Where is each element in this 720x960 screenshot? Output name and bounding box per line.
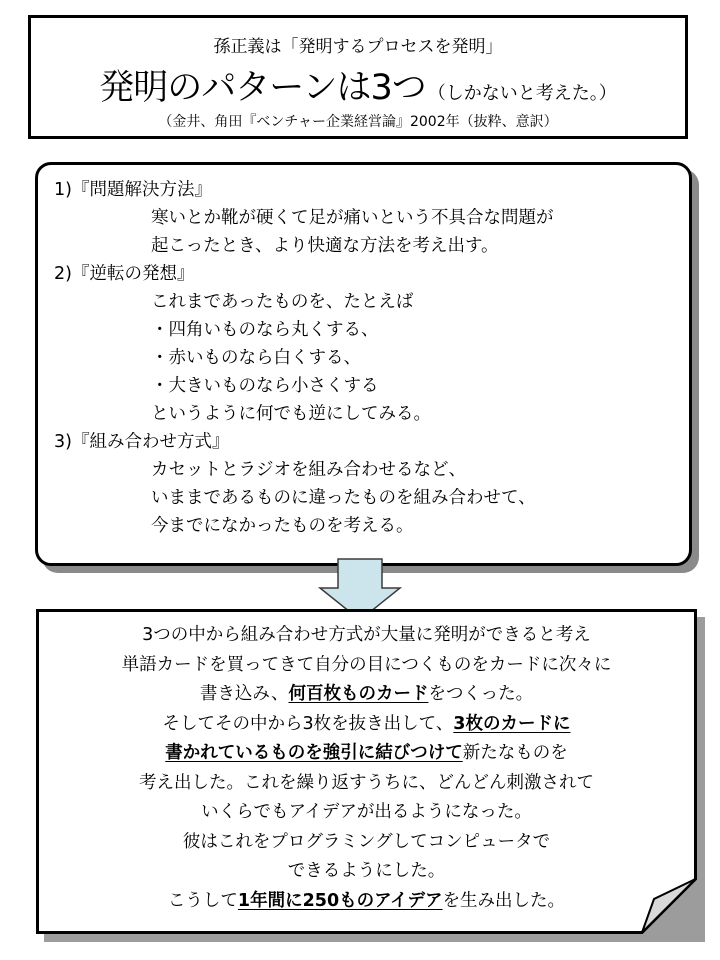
pattern-1-line: 起こったとき、より快適な方法を考え出す。 [151, 236, 499, 256]
emphasis-text: 何百枚ものカード [288, 684, 429, 704]
emphasis-text: 書かれているものを強引に結びつけて [165, 743, 463, 763]
pattern-1-heading: 1)『問題解決方法』 [54, 180, 212, 200]
summary-box [36, 609, 697, 934]
pattern-2-line: ・赤いものなら白くする、 [151, 348, 361, 368]
emphasis-text: 1年間に250ものアイデア [237, 890, 443, 911]
summary-line: こうして1年間に250ものアイデアを生み出した。 [167, 890, 566, 911]
summary-line: できるようにした。 [287, 861, 446, 881]
summary-line: 単語カードを買ってきて自分の目につくものをカードに次々に [121, 654, 612, 675]
title-main-line [31, 66, 685, 116]
pattern-2-line: これまであったものを、たとえば [151, 292, 414, 312]
title-box [28, 15, 688, 139]
summary-line: そしてその中から3枚を抜き出して、3枚のカードに [162, 713, 571, 734]
emphasis-text: 3枚のカードに [453, 713, 571, 734]
pattern-3-line: 今までになかったものを考える。 [151, 516, 414, 536]
title-note: （しかないと考えた。） [427, 83, 617, 104]
summary-text [36, 621, 697, 916]
pattern-3-line: いままであるものに違ったものを組み合わせて、 [151, 488, 536, 508]
pattern-3-heading: 3)『組み合わせ方式』 [54, 432, 230, 452]
page-title: 発明のパターンは3つ [99, 68, 426, 108]
title-subtitle: 孫正義は「発明するプロセスを発明」 [213, 37, 503, 57]
pattern-2-line: ・四角いものなら丸くする、 [151, 320, 379, 340]
pattern-1-line: 寒いとか靴が硬くて足が痛いという不具合な問題が [151, 208, 554, 228]
title-citation: （金井、角田『ベンチャー企業経営論』2002年（抜粋、意訳） [158, 114, 558, 130]
pattern-2-line: ・大きいものなら小さくする [151, 376, 379, 396]
pattern-2-line: というように何でも逆にしてみる。 [151, 404, 431, 424]
pattern-3-line: カセットとラジオを組み合わせるなど、 [151, 460, 466, 480]
summary-line: いくらでもアイデアが出るようになった。 [201, 802, 532, 822]
summary-line: 書かれているものを強引に結びつけて新たなものを [165, 743, 568, 763]
pattern-2-heading: 2)『逆転の発想』 [54, 264, 195, 284]
summary-line: 彼はこれをプログラミングしてコンピュータで [182, 831, 551, 852]
summary-line: 書き込み、何百枚ものカードをつくった。 [199, 684, 534, 704]
summary-line: 3つの中から組み合わせ方式が大量に発明ができると考え [142, 625, 591, 645]
patterns-box [35, 162, 692, 566]
summary-line: 考え出した。これを繰り返すうちに、どんどん刺激されて [139, 772, 594, 793]
